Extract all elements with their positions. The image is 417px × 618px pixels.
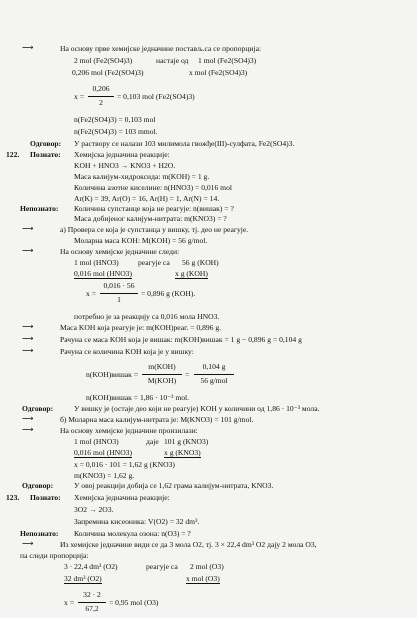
fraction-denominator: 56 g/mol	[200, 376, 228, 385]
unknown-label: Непознато:	[20, 529, 59, 538]
fraction-bar	[142, 374, 182, 375]
text-line: Маса калијум-хидроксида: m(KOH) = 1 g.	[74, 172, 210, 181]
text-line: Рачуна се маса KOH која је вишак: m(KOH)вишак = 1 g − 0,896 g = 0,104 g	[60, 335, 302, 344]
result-line: n(Fe2(SO4)3) = 103 mmol.	[74, 127, 158, 136]
text-line: па следи пропорција:	[20, 551, 89, 560]
text-line: Хемијска једначина реакције:	[74, 150, 170, 159]
fraction-numerator: 0,016 · 56	[103, 281, 135, 290]
proportion-mid: даје	[146, 437, 159, 446]
text-line: Количина азотне киселине: n(HNO3) = 0,016 mol	[74, 183, 232, 192]
fraction-bar	[78, 602, 106, 603]
problem-number: 123.	[6, 493, 20, 502]
proportion-right: x g (KNO3)	[164, 448, 201, 457]
fraction-denominator: 1	[117, 295, 121, 304]
text-line: На основу хемијске једначине произилази:	[60, 426, 198, 435]
arrow-icon: ⟶	[22, 224, 34, 233]
proportion-right: x mol (O3)	[186, 574, 220, 583]
equation-line: KOH + HNO3 → KNO3 + H2O.	[74, 161, 176, 170]
arrow-icon: ⟶	[22, 425, 34, 434]
proportion-right: 101 g (KNO3)	[164, 437, 209, 446]
problem-number: 122.	[6, 150, 20, 159]
fraction-numerator: 0,104 g	[202, 362, 226, 371]
fraction-bar	[194, 374, 234, 375]
fraction-numerator: 32 · 2	[83, 590, 101, 599]
text-line: Хемијска једначина реакције:	[74, 493, 170, 502]
arrow-icon: ⟶	[22, 322, 34, 331]
answer-label: Одговор:	[22, 481, 54, 490]
arrow-icon: ⟶	[22, 414, 34, 423]
proportion-right: 1 mol (Fe2(SO4)3)	[198, 56, 257, 65]
text-line: На основу прве хемијске једначине постављ.са се пропорција:	[60, 44, 262, 53]
known-label: Познато:	[30, 493, 61, 502]
proportion-left: 0,016 mol (HNO3)	[74, 269, 133, 278]
result-line: m(KNO3) = 1,62 g.	[74, 471, 135, 480]
fraction-numerator: 0,206	[92, 84, 110, 93]
proportion-mid: реагује са	[138, 258, 170, 267]
equation-result: = 0,95 mol (O3)	[109, 598, 159, 607]
equation-result: = 0,103 mol (Fe2(SO4)3)	[117, 92, 195, 101]
result-line: n(KOH)вишак = 1,86 · 10⁻³ mol.	[86, 393, 190, 402]
text-line: а) Провера се која је супстанца у вишку, тј. део не реагује.	[60, 225, 249, 234]
text-line: Моларна маса KOH: M(KOH) = 56 g/mol.	[74, 236, 208, 245]
text-line: потребно је за реакцију са 0,016 мола HNO3.	[74, 312, 220, 321]
text-line: На основу хемијске једначине следи:	[60, 247, 180, 256]
fraction-numerator: m(KOH)	[148, 362, 176, 371]
proportion-left: 3 · 22,4 dm³ (O2)	[64, 562, 118, 571]
text-line: Маса KOH која реагује је: m(KOH)реаг. = 0,896 g.	[60, 323, 222, 332]
text-line: Количина молекула озона: n(O3) = ?	[74, 529, 191, 538]
proportion-left: 2 mol (Fe2(SO4)3)	[74, 56, 133, 65]
proportion-left: 32 dm³ (O2)	[64, 574, 102, 583]
known-label: Познато:	[30, 150, 61, 159]
arrow-icon: ⟶	[22, 539, 34, 548]
text-line: Рачуна се количина KOH која је у вишку:	[60, 347, 194, 356]
arrow-icon: ⟶	[22, 346, 34, 355]
answer-label: Одговор:	[30, 139, 62, 148]
result-line: n(Fe2(SO4)3) = 0,103 mol	[74, 115, 156, 124]
text-line: б) Моларна маса калијум-нитрата је: M(KNO3) = 101 g/mol.	[60, 415, 254, 424]
answer-text: У раствору се налази 103 милимола гвожђе(III)-сулфата, Fe2(SO4)3.	[74, 139, 295, 148]
arrow-icon: ⟶	[22, 334, 34, 343]
equation-line: 3O2 → 2O3.	[74, 505, 114, 514]
proportion-left: 1 mol (HNO3)	[74, 258, 119, 267]
arrow-icon: ⟶	[22, 43, 34, 52]
fraction-bar	[88, 96, 114, 97]
equation-lhs: x =	[64, 598, 74, 607]
arrow-icon: ⟶	[22, 246, 34, 255]
answer-text: У овој реакцији добија се 1,62 грама калијум-нитрата, KNO3.	[74, 481, 274, 490]
fraction-denominator: M(KOH)	[147, 376, 177, 385]
text-line: Ar(K) = 39, Ar(O) = 16, Ar(H) = 1, Ar(N) = 14.	[74, 194, 220, 203]
proportion-left: 0,016 mol (HNO3)	[74, 448, 133, 457]
proportion-right: x mol (Fe2(SO4)3)	[189, 68, 248, 77]
proportion-mid: настаје од	[156, 56, 189, 65]
proportion-left: 0,206 mol (Fe2(SO4)3)	[72, 68, 144, 77]
answer-text: У вишку је (остаје део који не реагује) KOH у количини од 1,86 · 10⁻³ мола.	[74, 404, 320, 413]
equation-lhs: x =	[74, 92, 84, 101]
equation-result: = 0,896 g (KOH).	[141, 289, 196, 298]
answer-label: Одговор:	[22, 404, 54, 413]
fraction-denominator: 2	[99, 98, 103, 107]
result-line: x = 0,016 · 101 = 1,62 g (KNO3)	[74, 460, 175, 469]
text-line: Из хемијске једначине види се да 3 мола O2, тј. 3 × 22,4 dm³ O2 дају 2 мола O3,	[60, 540, 317, 549]
proportion-right: 56 g (KOH)	[182, 258, 219, 267]
text-line: Запремина кисеоника: V(O2) = 32 dm³.	[74, 517, 200, 526]
equals-sign: =	[185, 370, 190, 379]
unknown-label: Непознато:	[20, 204, 59, 213]
text-line: Количина супстанце која не реагује: n(вишак) = ?	[74, 204, 234, 213]
equation-lhs: n(KOH)вишак =	[86, 370, 139, 379]
proportion-right: x g (KOH)	[175, 269, 208, 278]
fraction-bar	[100, 293, 138, 294]
proportion-right: 2 mol (O3)	[190, 562, 224, 571]
equation-lhs: x =	[86, 289, 96, 298]
fraction-denominator: 67,2	[85, 604, 99, 613]
proportion-left: 1 mol (HNO3)	[74, 437, 119, 446]
text-line: Маса добијеног калијум-нитрата: m(KNO3) = ?	[74, 214, 227, 223]
proportion-mid: реагује са	[146, 562, 178, 571]
